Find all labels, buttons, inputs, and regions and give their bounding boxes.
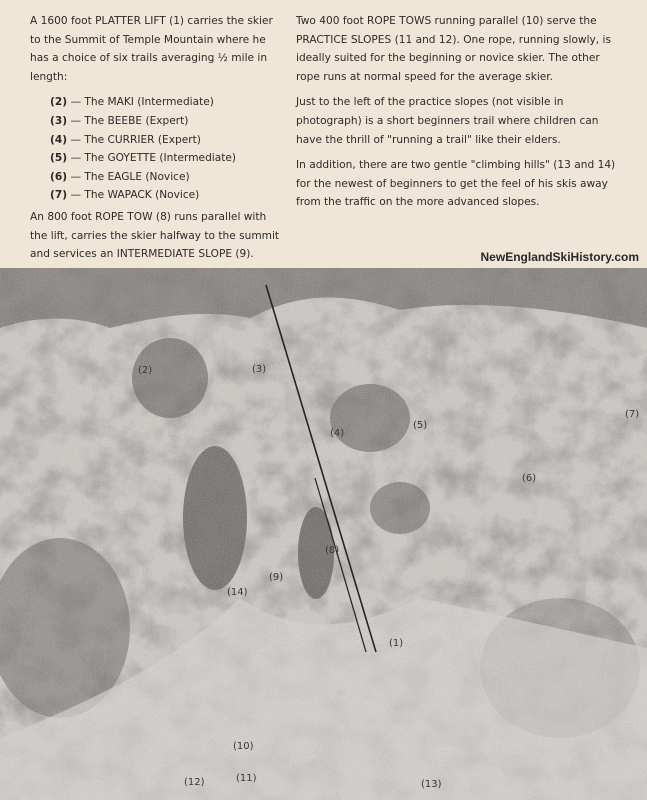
photo-label-4: (4) — [330, 428, 345, 439]
aerial-photo — [0, 268, 647, 800]
left-text-column — [30, 12, 282, 271]
trail-number: (5) — [50, 152, 68, 165]
photo-label-9: (9) — [269, 572, 284, 583]
right-text-column — [296, 12, 626, 219]
trail-item-goyette — [50, 149, 282, 168]
rope-tow-paragraph: An 800 foot ROPE TOW (8) runs parallel with the lift, carries the skier halfway to the summit and services an INTERMEDIATE SLOPE (9). — [30, 210, 280, 261]
photo-label-14: (14) — [227, 587, 248, 598]
photo-label-6: (6) — [522, 473, 537, 484]
trail-text: — The MAKI (Intermediate) — [70, 96, 214, 109]
watermark: NewEnglandSkiHistory.com — [480, 250, 639, 264]
trail-number: (2) — [50, 96, 68, 109]
trail-text: — The GOYETTE (Intermediate) — [70, 152, 237, 165]
climbing-hills-paragraph: In addition, there are two gentle "climbing hills" (13 and 14) for the newest of beginners to get the feel of his skis away from the traffic on the more advanced slopes. — [296, 159, 616, 209]
photo-label-10: (10) — [233, 741, 254, 752]
photo-label-1: (1) — [389, 638, 404, 649]
trail-item-wapack — [50, 186, 282, 205]
trail-item-beebe — [50, 112, 282, 131]
lift-intro-paragraph: A 1600 foot PLATTER LIFT (1) carries the skier to the Summit of Temple Mountain where he has a choice of six trails averaging ½ mile in length: — [30, 15, 273, 83]
trail-number: (7) — [50, 189, 68, 202]
film-grain — [0, 268, 647, 800]
photo-label-2: (2) — [138, 365, 153, 376]
photo-label-13: (13) — [421, 779, 442, 790]
trail-item-eagle — [50, 168, 282, 187]
photo-label-3: (3) — [252, 364, 267, 375]
trail-number: (3) — [50, 114, 68, 127]
photo-label-8: (8) — [325, 545, 340, 556]
practice-slopes-paragraph: Two 400 foot ROPE TOWS running parallel (10) serve the PRACTICE SLOPES (11 and 12). One rope, running slowly, is ideally suited for the beginning or novice skier. The other rope runs at normal speed for the average skier. — [296, 15, 612, 83]
trail-text: — The EAGLE (Novice) — [70, 170, 190, 183]
photo-label-7: (7) — [625, 409, 640, 420]
trail-number: (6) — [50, 170, 68, 183]
trail-text: — The WAPACK (Novice) — [70, 189, 200, 202]
photo-label-12: (12) — [184, 777, 205, 788]
trail-list — [30, 93, 282, 205]
trail-text: — The CURRIER (Expert) — [70, 133, 201, 146]
trail-item-currier — [50, 131, 282, 150]
trail-number: (4) — [50, 133, 68, 146]
trail-text: — The BEEBE (Expert) — [70, 114, 189, 127]
photo-label-11: (11) — [236, 773, 257, 784]
trail-item-maki — [50, 93, 282, 112]
beginners-trail-paragraph: Just to the left of the practice slopes (not visible in photograph) is a short beginners trail where children can have the thrill of "running a trail" like their elders. — [296, 96, 599, 146]
photo-label-5: (5) — [413, 420, 428, 431]
aerial-photo-illustration — [0, 268, 647, 800]
